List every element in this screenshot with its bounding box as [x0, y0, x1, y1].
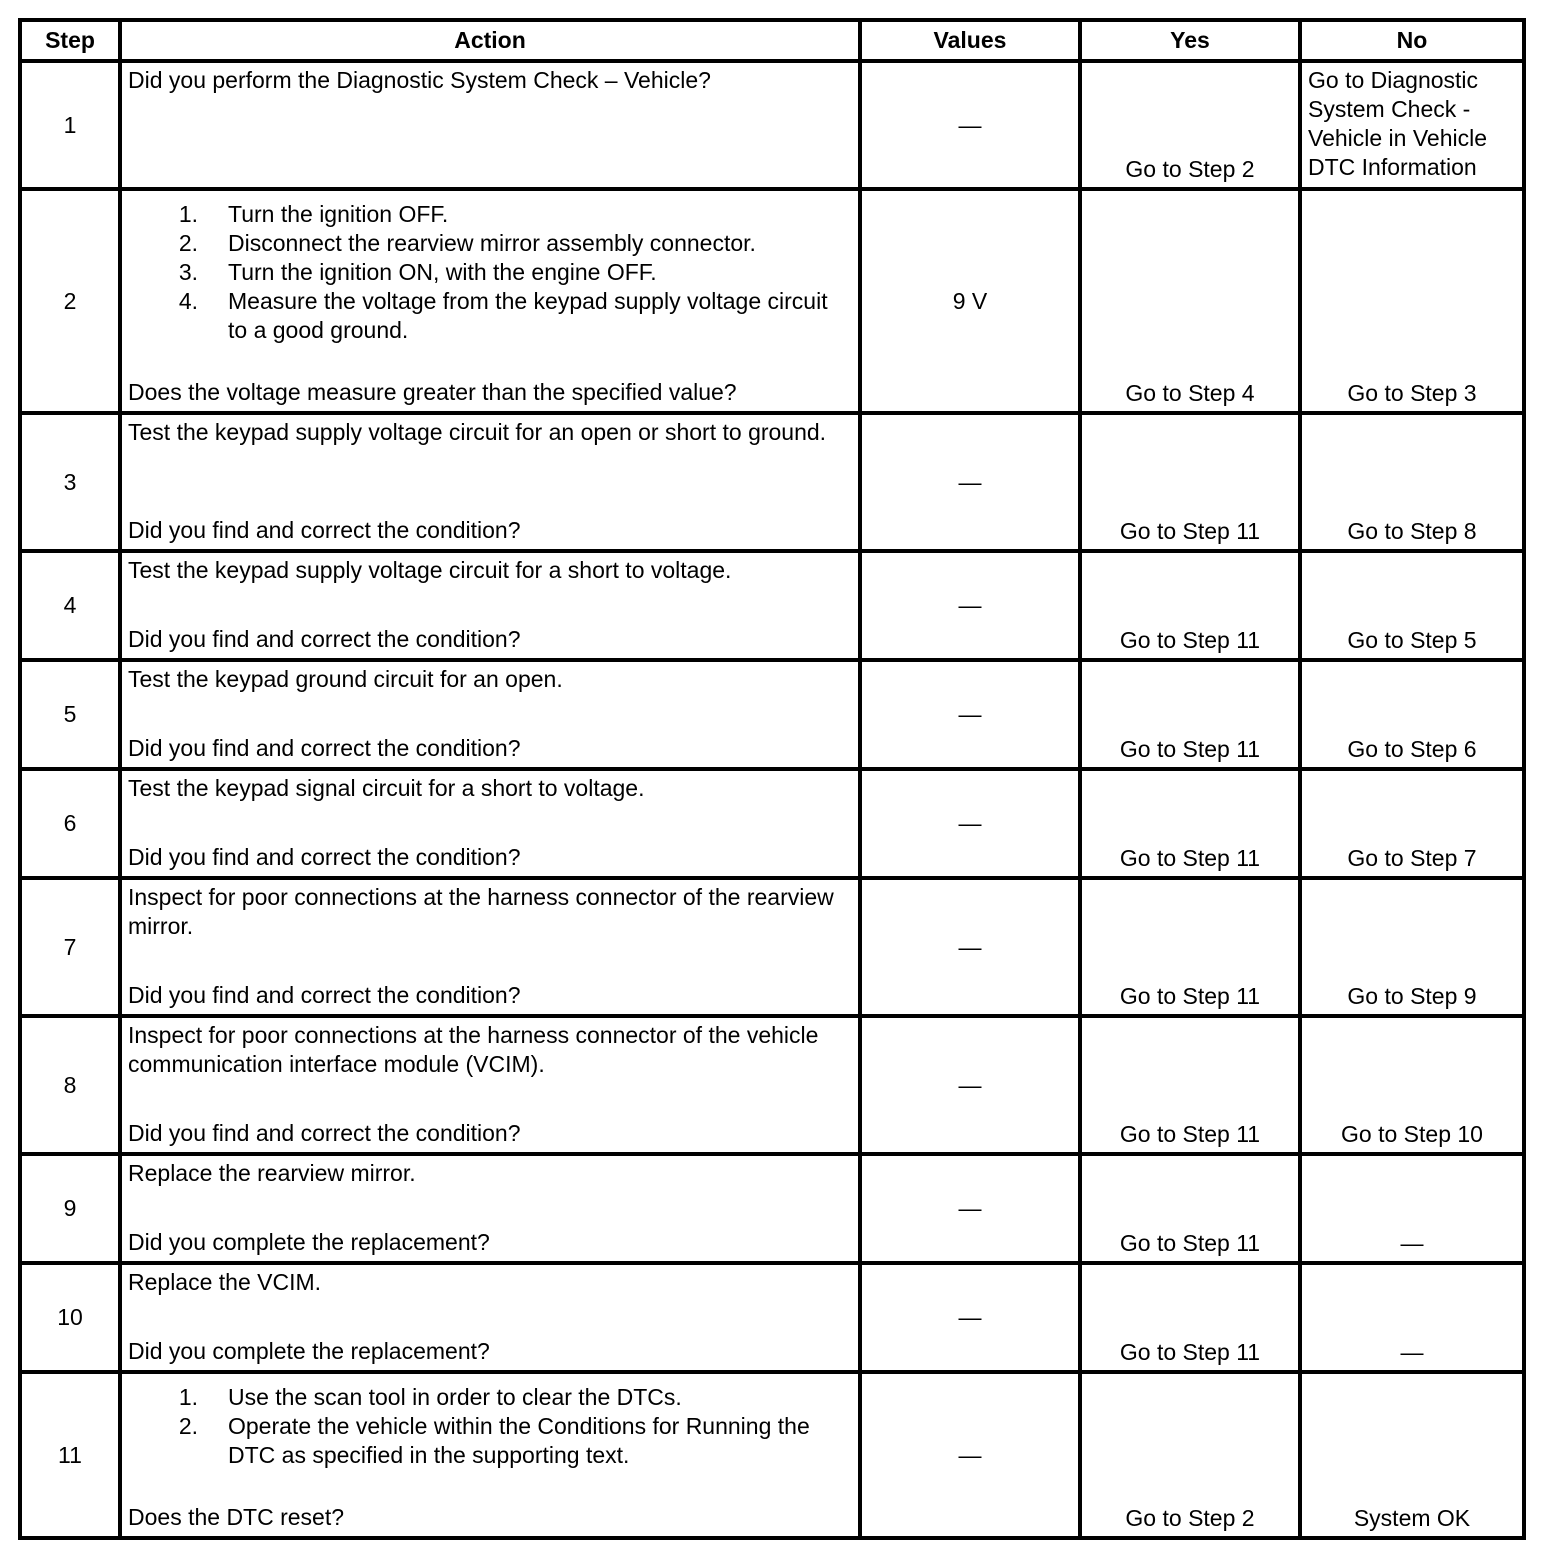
value-cell: —	[860, 1154, 1080, 1263]
yes-cell	[1080, 660, 1300, 769]
yes-target: Go to Step 11	[1119, 627, 1261, 653]
action-list	[128, 1383, 852, 1470]
step-number: 10	[20, 1263, 120, 1372]
no-target: —	[1400, 1339, 1424, 1365]
action-cell	[120, 413, 860, 551]
no-target: Go to Step 9	[1347, 983, 1477, 1009]
yes-cell	[1080, 413, 1300, 551]
value-cell: —	[860, 660, 1080, 769]
step-number: 2	[20, 189, 120, 413]
action-text: Test the keypad supply voltage circuit for an open or short to ground.	[128, 419, 827, 445]
no-target: Go to Step 5	[1347, 627, 1477, 653]
yes-target: Go to Step 11	[1119, 518, 1261, 544]
no-cell	[1300, 1372, 1524, 1538]
yes-cell	[1080, 769, 1300, 878]
step-number: 4	[20, 551, 120, 660]
action-question: Does the DTC reset?	[128, 1504, 345, 1530]
header-no: No	[1300, 20, 1524, 61]
yes-cell	[1080, 1154, 1300, 1263]
table-row	[20, 1154, 1524, 1263]
table-row	[20, 1016, 1524, 1154]
action-text: Replace the VCIM.	[128, 1269, 322, 1295]
action-list	[128, 200, 852, 345]
header-row	[20, 20, 1524, 61]
action-question: Does the voltage measure greater than the specified value?	[128, 379, 737, 405]
step-number: 5	[20, 660, 120, 769]
yes-target: Go to Step 11	[1119, 845, 1261, 871]
value-cell: 9 V	[860, 189, 1080, 413]
value-cell: —	[860, 1016, 1080, 1154]
no-target: Go to Step 10	[1341, 1121, 1483, 1147]
table-row	[20, 1263, 1524, 1372]
header-yes: Yes	[1080, 20, 1300, 61]
no-cell	[1300, 413, 1524, 551]
header-step: Step	[20, 20, 120, 61]
table-row	[20, 1372, 1524, 1538]
action-cell	[120, 1154, 860, 1263]
list-item: 2. Disconnect the rearview mirror assembly connector.	[178, 230, 756, 256]
yes-target: Go to Step 2	[1125, 156, 1255, 182]
action-cell	[120, 878, 860, 1016]
action-question: Did you find and correct the condition?	[128, 844, 521, 870]
action-cell	[120, 551, 860, 660]
no-target: Go to Step 8	[1347, 518, 1477, 544]
yes-target: Go to Step 11	[1119, 1230, 1261, 1256]
action-text: Test the keypad signal circuit for a short to voltage.	[128, 775, 645, 801]
value-cell: —	[860, 1372, 1080, 1538]
list-item: 4. Measure the voltage from the keypad supply voltage circuit to a good ground.	[178, 288, 828, 343]
header-values: Values	[860, 20, 1080, 61]
value-cell: —	[860, 413, 1080, 551]
action-text: Test the keypad supply voltage circuit for a short to voltage.	[128, 557, 732, 583]
table-row	[20, 61, 1524, 189]
action-cell	[120, 1263, 860, 1372]
no-target: Go to Step 3	[1347, 380, 1477, 406]
no-cell	[1300, 878, 1524, 1016]
no-cell	[1300, 1154, 1524, 1263]
action-cell	[120, 660, 860, 769]
no-target: Go to Diagnostic System Check - Vehicle in Vehicle DTC Information	[1308, 67, 1488, 180]
list-item: 3. Turn the ignition ON, with the engine OFF.	[178, 259, 657, 285]
action-question: Did you complete the replacement?	[128, 1229, 490, 1255]
step-number: 8	[20, 1016, 120, 1154]
diagnostic-table	[18, 18, 1526, 1540]
yes-cell	[1080, 878, 1300, 1016]
value-cell: —	[860, 61, 1080, 189]
action-text: Replace the rearview mirror.	[128, 1160, 416, 1186]
step-number: 1	[20, 61, 120, 189]
step-number: 7	[20, 878, 120, 1016]
yes-cell	[1080, 61, 1300, 189]
yes-cell	[1080, 1372, 1300, 1538]
yes-target: Go to Step 4	[1125, 380, 1255, 406]
action-question: Did you find and correct the condition?	[128, 517, 521, 543]
header-action: Action	[120, 20, 860, 61]
value-cell: —	[860, 551, 1080, 660]
yes-target: Go to Step 11	[1119, 736, 1261, 762]
list-item: 1. Turn the ignition OFF.	[178, 201, 449, 227]
list-item: 2. Operate the vehicle within the Conditions for Running the DTC as specified in the supporting text.	[178, 1413, 810, 1468]
no-cell	[1300, 660, 1524, 769]
step-number: 9	[20, 1154, 120, 1263]
yes-target: Go to Step 2	[1125, 1505, 1255, 1531]
action-question: Did you complete the replacement?	[128, 1338, 490, 1364]
step-number: 11	[20, 1372, 120, 1538]
step-number: 6	[20, 769, 120, 878]
yes-target: Go to Step 11	[1119, 1339, 1261, 1365]
no-cell	[1300, 61, 1524, 189]
action-question: Did you find and correct the condition?	[128, 1120, 521, 1146]
action-question: Did you find and correct the condition?	[128, 626, 521, 652]
action-cell	[120, 189, 860, 413]
value-cell: —	[860, 1263, 1080, 1372]
table-row	[20, 413, 1524, 551]
table-row	[20, 878, 1524, 1016]
no-target: Go to Step 7	[1347, 845, 1477, 871]
value-cell: —	[860, 769, 1080, 878]
table-row	[20, 769, 1524, 878]
no-target: —	[1400, 1230, 1424, 1256]
yes-cell	[1080, 1263, 1300, 1372]
value-cell: —	[860, 878, 1080, 1016]
action-question: Did you find and correct the condition?	[128, 982, 521, 1008]
yes-cell	[1080, 1016, 1300, 1154]
table-row	[20, 660, 1524, 769]
no-cell	[1300, 551, 1524, 660]
no-cell	[1300, 769, 1524, 878]
yes-target: Go to Step 11	[1119, 983, 1261, 1009]
no-cell	[1300, 189, 1524, 413]
action-cell	[120, 769, 860, 878]
action-question: Did you find and correct the condition?	[128, 735, 521, 761]
action-cell	[120, 61, 860, 189]
yes-target: Go to Step 11	[1119, 1121, 1261, 1147]
no-target: Go to Step 6	[1347, 736, 1477, 762]
no-cell	[1300, 1263, 1524, 1372]
yes-cell	[1080, 551, 1300, 660]
action-text: Inspect for poor connections at the harness connector of the vehicle communication interface module (VCIM).	[128, 1022, 819, 1077]
no-cell	[1300, 1016, 1524, 1154]
step-number: 3	[20, 413, 120, 551]
table-row	[20, 551, 1524, 660]
list-item: 1. Use the scan tool in order to clear the DTCs.	[178, 1384, 682, 1410]
action-text: Test the keypad ground circuit for an open.	[128, 666, 563, 692]
no-target: System OK	[1353, 1505, 1471, 1531]
action-text: Inspect for poor connections at the harness connector of the rearview mirror.	[128, 884, 834, 939]
table-row	[20, 189, 1524, 413]
action-text: Did you perform the Diagnostic System Check – Vehicle?	[128, 67, 711, 93]
action-cell	[120, 1016, 860, 1154]
action-cell	[120, 1372, 860, 1538]
yes-cell	[1080, 189, 1300, 413]
